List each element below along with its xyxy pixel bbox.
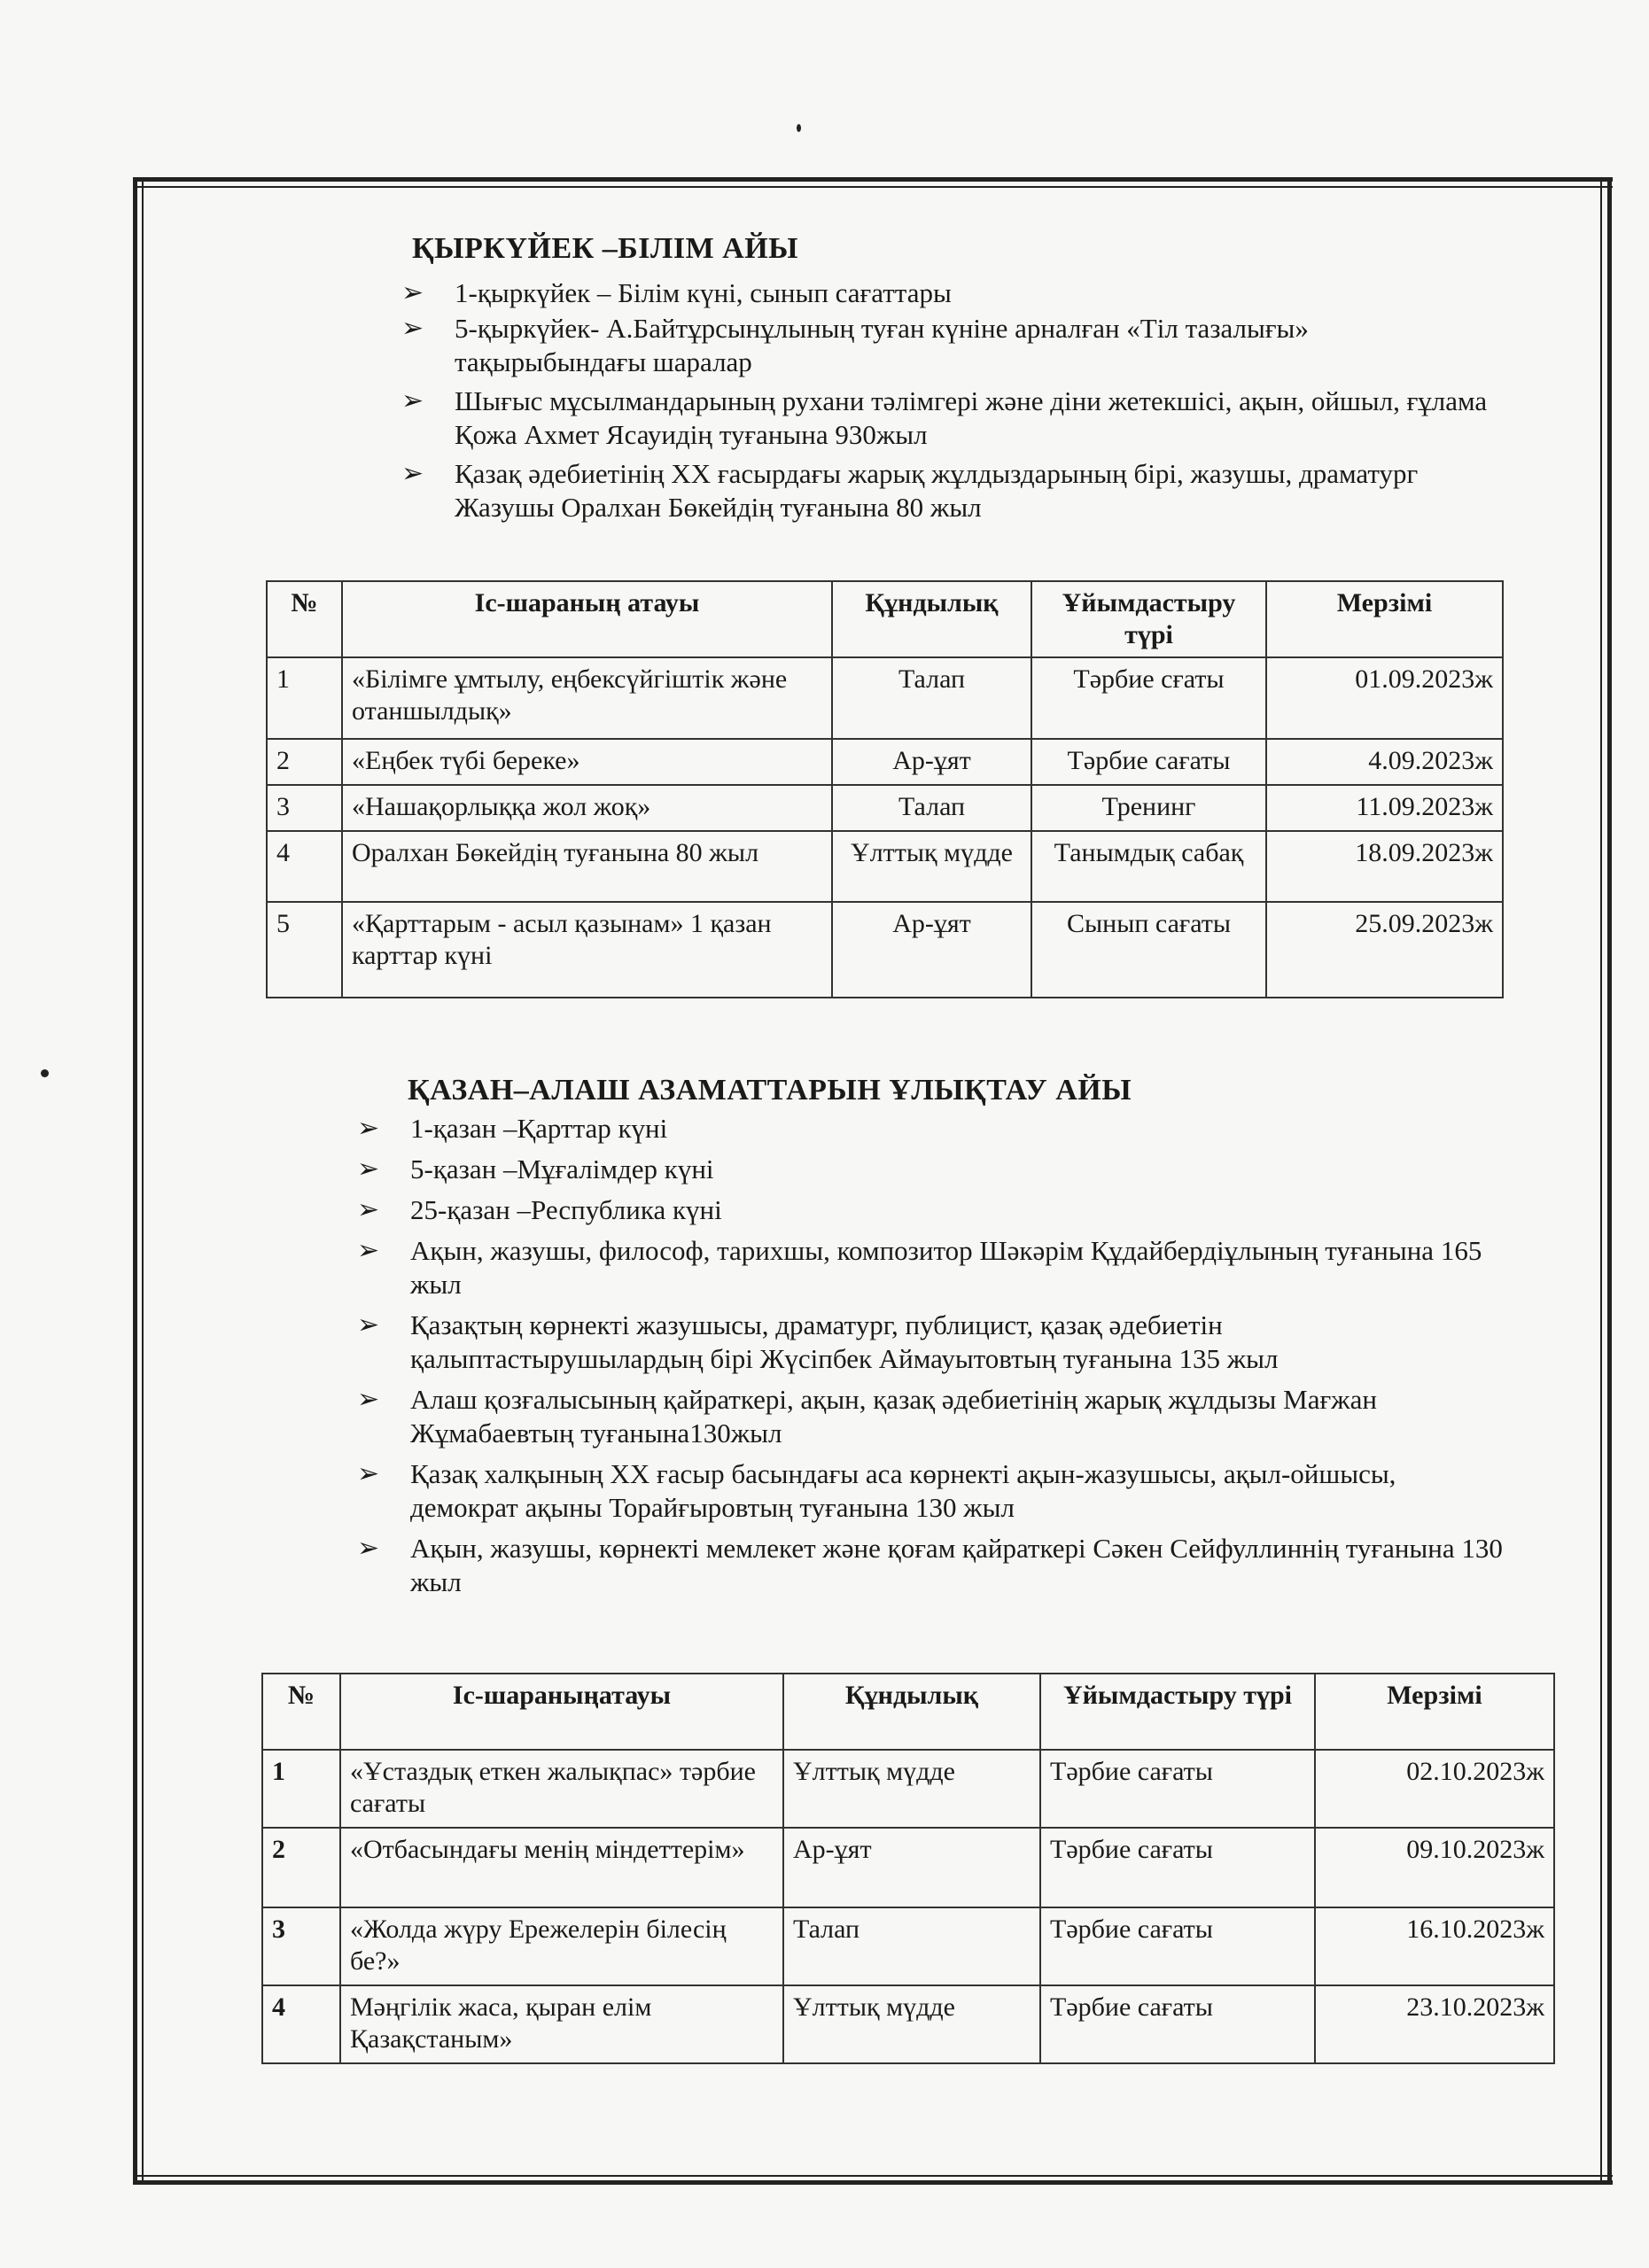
- table-cell: 4.09.2023ж: [1266, 739, 1503, 785]
- column-header: №: [267, 581, 342, 657]
- arrow-bullet-icon: ➢: [357, 1534, 380, 1563]
- column-header: №: [262, 1674, 340, 1750]
- table-cell: 4: [267, 831, 342, 902]
- table-cell: 01.09.2023ж: [1266, 657, 1503, 739]
- bullet-text: Қазақтың көрнекті жазушысы, драматург, публицист, қазақ әдебиетін қалыптастырушылардың бірі Жүсіпбек Аймауытовтың туғанына 135 жыл: [410, 1309, 1279, 1374]
- bullet-item: [401, 276, 1500, 310]
- table-cell: Тәрбие сғаты: [1031, 657, 1266, 739]
- bullet-item: [401, 457, 1500, 524]
- bullet-text: Қазақ халқының ХХ ғасыр басындағы аса көрнекті ақын-жазушысы, ақыл-ойшысы, демократ ақыны Торайғыровтың туғанына 130 жыл: [410, 1458, 1396, 1523]
- bullet-text: Ақын, жазушы, көрнекті мемлекет және қоғам қайраткері Сәкен Сейфуллиннің туғанына 130 жыл: [410, 1533, 1503, 1597]
- table-cell: Тренинг: [1031, 785, 1266, 831]
- table-cell: Оралхан Бөкейдің туғанына 80 жыл: [342, 831, 832, 902]
- table-cell: «Отбасындағы менің міндеттерім»: [340, 1828, 783, 1907]
- bullet-text: 5-қыркүйек- А.Байтұрсынұлының туған күніне арналған «Тіл тазалығы» тақырыбындағы шаралар: [455, 313, 1309, 377]
- table-row: [262, 1828, 1554, 1907]
- column-header: Ұйымдастыру түрі: [1040, 1674, 1315, 1750]
- bullet-item: [357, 1457, 1509, 1525]
- october-events-table: [261, 1673, 1555, 2064]
- bullet-item: [357, 1193, 1509, 1227]
- arrow-bullet-icon: ➢: [357, 1310, 380, 1340]
- table-cell: Ар-ұят: [783, 1828, 1040, 1907]
- table-cell: 25.09.2023ж: [1266, 902, 1503, 998]
- bullet-item: [357, 1234, 1509, 1301]
- arrow-bullet-icon: ➢: [401, 278, 424, 307]
- arrow-bullet-icon: ➢: [401, 314, 424, 343]
- table-row: [267, 785, 1503, 831]
- table-cell: Ұлттық мүдде: [783, 1750, 1040, 1828]
- bullet-item: [401, 312, 1500, 379]
- scan-speck: [41, 1069, 49, 1077]
- table-cell: 4: [262, 1985, 340, 2063]
- section-title-october: ҚАЗАН–АЛАШ АЗАМАТТАРЫН ҰЛЫҚТАУ АЙЫ: [408, 1074, 1132, 1107]
- bullet-text: Шығыс мұсылмандарының рухани тәлімгері және діни жетекшісі, ақын, ойшыл, ғұлама Қожа Ахмет Ясауидің туғанына 930жыл: [455, 385, 1488, 450]
- table-cell: 3: [267, 785, 342, 831]
- table-cell: 3: [262, 1907, 340, 1985]
- table-cell: «Білімге ұмтылу, еңбексүйгіштік және отаншылдық»: [342, 657, 832, 739]
- table-row: [267, 739, 1503, 785]
- column-header: Құндылық: [783, 1674, 1040, 1750]
- column-header: Ұйымдастыру түрі: [1031, 581, 1266, 657]
- table-cell: «Қарттарым - асыл қазынам» 1 қазан карттар күні: [342, 902, 832, 998]
- bullet-text: 1-қыркүйек – Білім күні, сынып сағаттары: [455, 277, 952, 308]
- table-cell: Ұлттық мүдде: [832, 831, 1031, 902]
- bullet-text: Қазақ әдебиетінің ХХ ғасырдағы жарық жұлдыздарының бірі, жазушы, драматург Жазушы Оралхан Бөкейдің туғанына 80 жыл: [455, 458, 1419, 523]
- bullet-text: Алаш қозғалысының қайраткері, ақын, қазақ әдебиетінің жарық жұлдызы Мағжан Жұмабаевтың туғанына130жыл: [410, 1384, 1377, 1449]
- table-cell: Тәрбие сағаты: [1040, 1985, 1315, 2063]
- arrow-bullet-icon: ➢: [357, 1236, 380, 1265]
- column-header: Мерзімі: [1266, 581, 1503, 657]
- table-cell: 18.09.2023ж: [1266, 831, 1503, 902]
- table-row: [267, 831, 1503, 902]
- arrow-bullet-icon: ➢: [357, 1195, 380, 1224]
- arrow-bullet-icon: ➢: [357, 1114, 380, 1143]
- table-cell: 2: [267, 739, 342, 785]
- table-row: [267, 902, 1503, 998]
- bullet-text: 1-қазан –Қарттар күні: [410, 1113, 668, 1144]
- bullet-item: [357, 1112, 1509, 1146]
- bullet-text: Ақын, жазушы, философ, тарихшы, композитор Шәкәрім Құдайбердіұлының туғанына 165 жыл: [410, 1235, 1482, 1300]
- column-header: Іс-шараның атауы: [342, 581, 832, 657]
- table-cell: 23.10.2023ж: [1315, 1985, 1554, 2063]
- table-cell: Талап: [832, 657, 1031, 739]
- table-cell: Ұлттық мүдде: [783, 1985, 1040, 2063]
- table-cell: Тәрбие сағаты: [1040, 1750, 1315, 1828]
- table-row: [267, 657, 1503, 739]
- september-bullet-list: [401, 276, 1500, 524]
- table-cell: 1: [262, 1750, 340, 1828]
- table-cell: Талап: [832, 785, 1031, 831]
- bullet-item: [357, 1383, 1509, 1450]
- table-row: [262, 1985, 1554, 2063]
- table-cell: «Жолда жүру Ережелерін білесің бе?»: [340, 1907, 783, 1985]
- table-cell: Танымдық сабақ: [1031, 831, 1266, 902]
- arrow-bullet-icon: ➢: [357, 1385, 380, 1414]
- bullet-item: [357, 1153, 1509, 1186]
- table-cell: «Нашақорлыққа жол жоқ»: [342, 785, 832, 831]
- table-cell: Сынып сағаты: [1031, 902, 1266, 998]
- table-row: [262, 1750, 1554, 1828]
- table-cell: 2: [262, 1828, 340, 1907]
- september-events-table: [266, 580, 1504, 998]
- table-cell: Тәрбие сағаты: [1031, 739, 1266, 785]
- table-cell: Тәрбие сағаты: [1040, 1907, 1315, 1985]
- table-cell: Ар-ұят: [832, 902, 1031, 998]
- table-row: [262, 1907, 1554, 1985]
- bullet-item: [357, 1532, 1509, 1599]
- table-cell: 16.10.2023ж: [1315, 1907, 1554, 1985]
- column-header: Мерзімі: [1315, 1674, 1554, 1750]
- october-bullet-list: [357, 1112, 1509, 1599]
- scan-speck: [797, 124, 801, 132]
- column-header: Құндылық: [832, 581, 1031, 657]
- bullet-item: [357, 1309, 1509, 1376]
- table-cell: 02.10.2023ж: [1315, 1750, 1554, 1828]
- table-cell: Ар-ұят: [832, 739, 1031, 785]
- column-header: Іс-шараныңатауы: [340, 1674, 783, 1750]
- arrow-bullet-icon: ➢: [357, 1459, 380, 1488]
- table-cell: 1: [267, 657, 342, 739]
- arrow-bullet-icon: ➢: [357, 1154, 380, 1184]
- table-cell: Мәңгілік жаса, қыран елім Қазақстаным»: [340, 1985, 783, 2063]
- table-cell: «Ұстаздық еткен жалықпас» тәрбие сағаты: [340, 1750, 783, 1828]
- table-cell: 09.10.2023ж: [1315, 1828, 1554, 1907]
- table-cell: «Еңбек түбі береке»: [342, 739, 832, 785]
- arrow-bullet-icon: ➢: [401, 386, 424, 416]
- bullet-text: 25-қазан –Республика күні: [410, 1194, 722, 1225]
- table-cell: 5: [267, 902, 342, 998]
- table-cell: Тәрбие сағаты: [1040, 1828, 1315, 1907]
- arrow-bullet-icon: ➢: [401, 459, 424, 488]
- table-cell: Талап: [783, 1907, 1040, 1985]
- bullet-item: [401, 384, 1500, 452]
- table-cell: 11.09.2023ж: [1266, 785, 1503, 831]
- bullet-text: 5-қазан –Мұғалімдер күні: [410, 1153, 714, 1184]
- section-title-september: ҚЫРКҮЙЕК –БІЛІМ АЙЫ: [412, 232, 799, 265]
